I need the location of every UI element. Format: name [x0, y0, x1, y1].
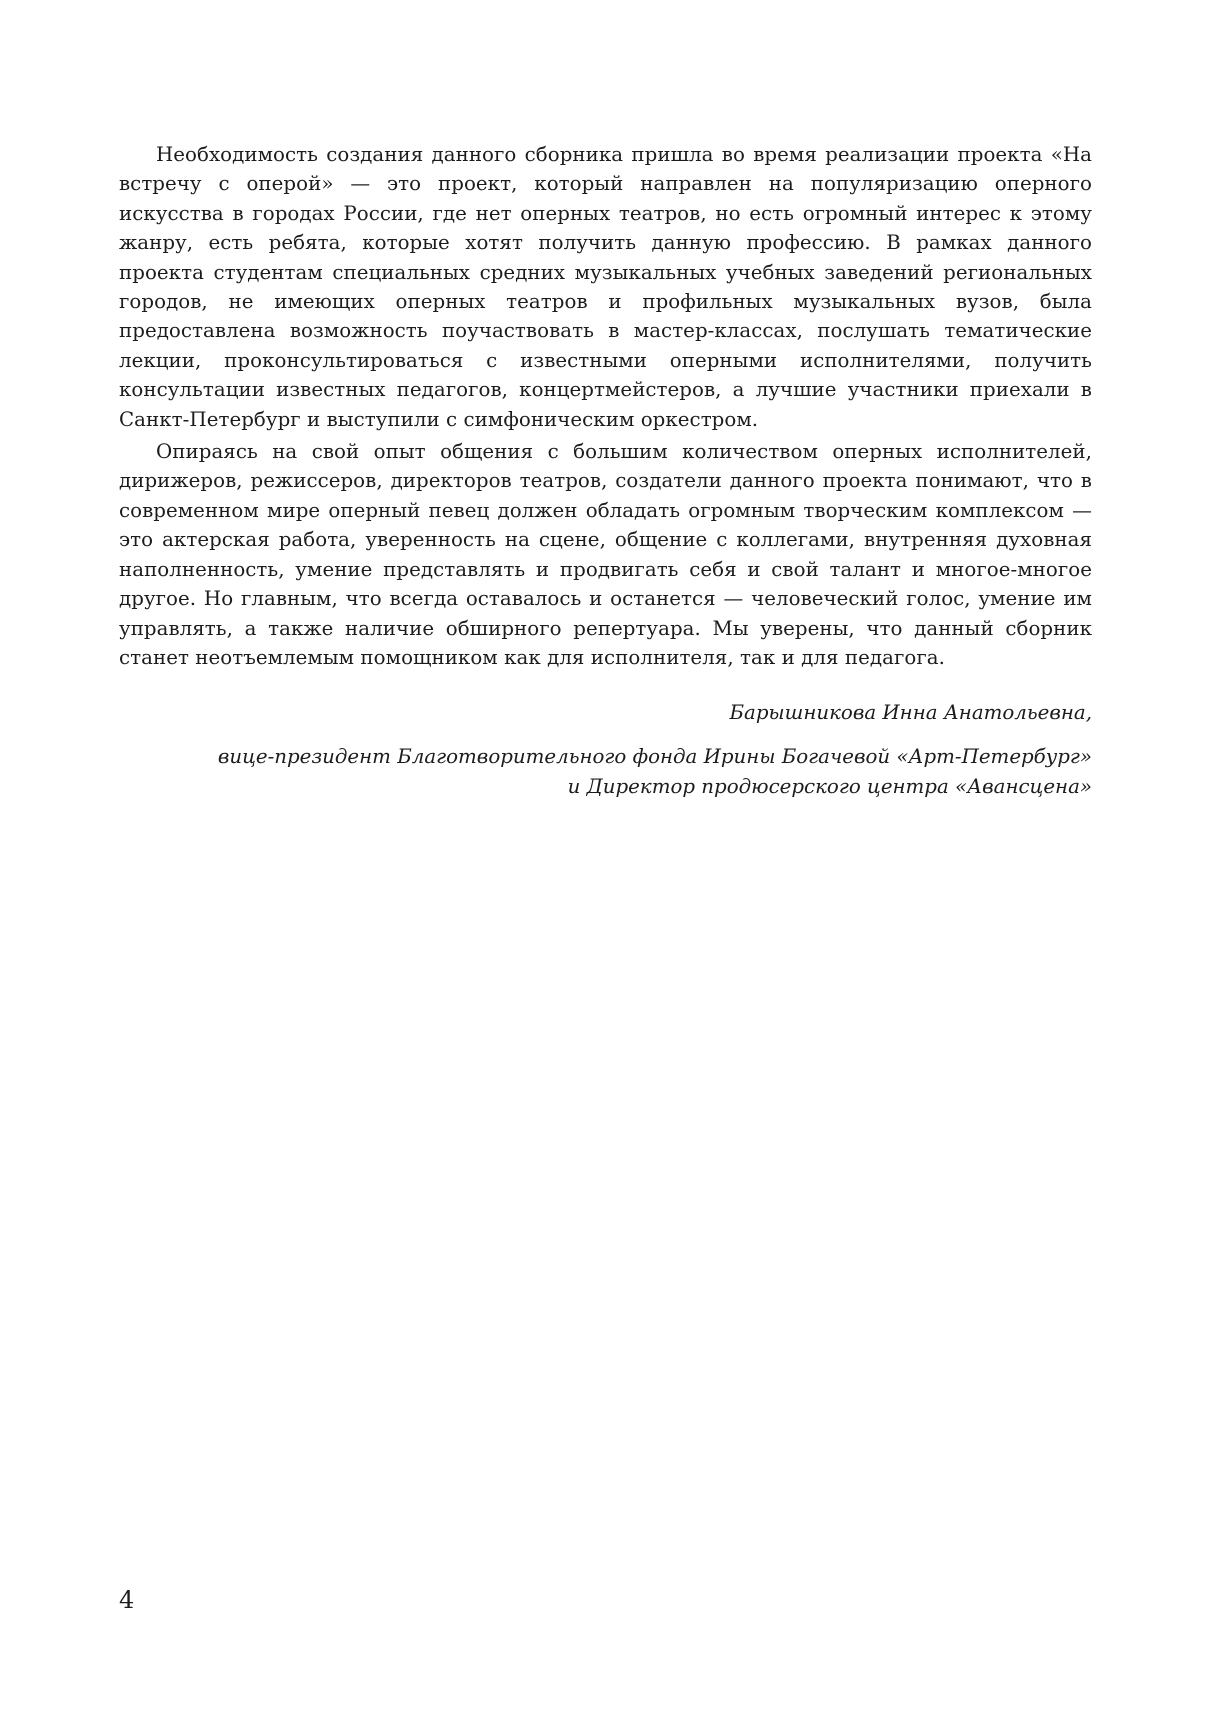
signature-name: Барышникова Инна Анатольевна,: [729, 701, 1092, 724]
signature-title-line-2: и Директор продюсерского центра «Авансцена»: [567, 775, 1092, 798]
signature-block: [119, 698, 1092, 802]
page-number: 4: [119, 1586, 135, 1614]
body-text: [119, 140, 1092, 675]
paragraph-2: Опираясь на свой опыт общения с большим количеством оперных исполнителей, дирижеров, режиссеров, директоров театров, создатели данного проекта понимают, что в современном мире оперный певец должен обладать огромным творческим комплексом — это актерская работа, уверенность на сцене, общение с коллегами, внутренняя духовная наполненность, умение представлять и продвигать себя и свой талант и многое-многое другое. Но главным, что всегда оставалось и останется — человеческий голос, умение им управлять, а также наличие обширного репертуара. Мы уверены, что данный сборник станет неотъемлемым помощником как для исполнителя, так и для педагога.: [119, 440, 1092, 669]
signature-title-line-1: вице-президент Благотворительного фонда Ирины Богачевой «Арт-Петербург»: [217, 745, 1092, 768]
paragraph-1: Необходимость создания данного сборника пришла во время реализации проекта «На встречу с оперой» — это проект, который направлен на популяризацию оперного искусства в городах России, где нет оперных театров, но есть огромный интерес к этому жанру, есть ребята, которые хотят получить данную профессию. В рамках данного проекта студентам специальных средних музыкальных учебных заведений региональных городов, не имеющих оперных театров и профильных музыкальных вузов, была предоставлена возможность поучаствовать в мастер-классах, послушать тематические лекции, проконсультироваться с известными оперными исполнителями, получить консультации известных педагогов, концертмейстеров, а лучшие участники приехали в Санкт-Петербург и выступили с симфоническим оркестром.: [119, 143, 1092, 431]
